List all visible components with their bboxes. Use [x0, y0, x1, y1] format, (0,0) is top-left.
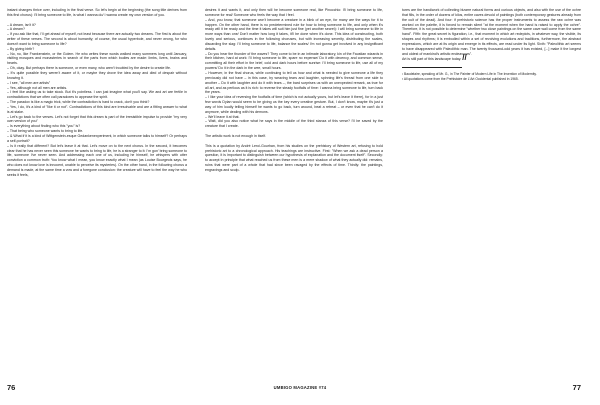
paragraph: Art is still part of this landscape today. //: [402, 53, 467, 63]
page-number-right: 77: [572, 383, 581, 392]
magazine-footer: UMBIGO MAGAZINE #74: [273, 385, 327, 390]
paragraph: – A dream, isn't it?: [7, 22, 36, 27]
paragraph: – By giving birth?: [7, 46, 35, 51]
paragraph: – Wait, did you also notice what he says in the middle of the third stanza of this verse? I'll be saved by the creature that I create.: [205, 119, 383, 129]
paragraph: – No, no, like Frankenstein, or the Golem. He who writes these words walked many summers long until January, visiting mosques and monasteries in search of the parts from which bodies are made: limbs, livers, brains and hearts.: [7, 51, 187, 66]
paragraph: – The paradox is like a magic trick, while the contradiction is hard to crack, don't you think?: [7, 100, 150, 105]
footnote-2: ² All quotations come from the Prehistoire de L'Art Occidental published in 1965.: [402, 76, 519, 81]
paragraph: – That being who someone wants to bring to life.: [7, 129, 84, 134]
paragraph: – Yes, I do, it's a kind of "like it or not". Contradictions of this kind are irresolvable and are a fitting answer to what is at stake.: [7, 104, 187, 114]
paragraph: – It's quite possible they weren't aware of it, or maybe they drove the idea away and died of despair without knowing it.: [7, 71, 187, 80]
paragraph: – However, in the final chorus, while continuing to tell us how and what is needed to give someone a life they previously did not have – in this case, by weaving tears and laughter, spinning life's thread from one side to another – Do it with laughter and do it with tears –, the bard surprises us with an unexpected remark, as true for all art, and as perilous as it is rich: to reverse the steady footfalls of time: I wanna bring someone to life, turn back the years.: [205, 70, 383, 95]
paragraph: The artistic work is not enough in itself.: [205, 133, 267, 138]
paragraph: instant changes thrice over, including in the final verse. So let's begin at the beginning (the song title derives from this first chorus): I'll bring someone to life, is what I wanna do/ I wanna create my own version of you.: [7, 8, 187, 17]
paragraph: – Is it really that different? But let's leave it at that. Let's move on to the next chorus. In the second, it becomes clear that he has never seen this someone he wants to bring to life, he is a stranger to it: I'm gon' bring someone to life, someone I've never seen. And addressing each one of us, including he himself, he whispers with utter conviction a common truth: You know what I mean, you know exactly what I mean (as Louise Bourgeois says, he who does not know love is innocent, unable to perceive its mysteries). On the other hand, in the following chorus a demand is made, at the same time a vow and a foregone conclusion: the creature will have to feel the way he who seeks it feels,: [7, 143, 187, 177]
column-body: [402, 8, 581, 62]
paragraph: – Do you hear the thunder of the waves? They come to be in an intimate laboratory, kin of the Faustian wizards in their kitchen, hard at work: I'll bring someone to life, spare no expense/ Do it with decency, and common sense, committing all their effort in the brief, cold and dark hours before sunrise: I'll bring someone to life, use all of my powers/ Do it in the dark in the wee, small hours.: [205, 51, 383, 71]
text-column-middle: [205, 8, 383, 378]
paragraph: – If you ask like that, I'll get ahead of myself, not least because there are actually two dreams. The first is about the writer of these verses. The second is about humanity; of course, the usual hyperbole, and never wrong, for who doesn't want to bring someone to life?: [7, 32, 187, 46]
paragraph: – I like your idea of reversing the footfalls of time (which is not actually yours, but let's leave it there), for in a just few words Dylan would seem to be giving us the key every creative gesture. But, I don't know, maybe it's just a way of him loudly telling himself he wants to go back, turn around, beat a retreat – or even that he can't do it anymore, while dealing with his demons.: [205, 95, 383, 114]
paragraph: – Yes, although not all men are artists.: [7, 85, 68, 90]
paragraph: tures are the handiwork of collecting bizarre natural forms and curious objects, and also with the use of the ochre that fills, in the order of dozens of kilos, entire caves devoid of paintings (both contemporary gestures already from the cult of the dead). And four: if prehistoric science has the proper instruments to assess the raw ochre was worked on the palette, it is forced to remain silent "at the moment when the hand is raised to apply the ochre". Therefore, it is not possible to determine "whether two close paintings on the same cave wall come from the same hand". Fifth: the great secret is figuration, i.e., that moment in which art redepicts, in whatever way, the visible, its shapes and rhythms; it is embodied within a set of revolving evolutions and traditions, furthermore, the abstract expressions, which are at its origin and emerge in its effects, are read under its light. Sixth: "Paleolithic art seems to have disappeared with Paleolithic man. The twenty thousand-odd years it has existed, [...] make it the longest and oldest of mankind's artistic endeavours".: [402, 8, 581, 56]
page-number-left: 76: [7, 383, 16, 392]
paragraph: desires it and wants it, and only then will he become someone real, like Pinocchio: I'll bring someone to life, someone for real/ Someone who feels the way that I feel.: [205, 8, 383, 17]
footnote-1: ¹ Baudelaire, speaking of Mr. G., in The Painter of Modern Life in The Invention of Modernity.: [402, 72, 537, 77]
paragraph: – Oh, okay. But perhaps there is someone, or even many, who aren't troubled by the desire to create life.: [7, 66, 171, 71]
paragraph: – I see, "all men are artists": [7, 80, 51, 85]
text-column-right: [402, 8, 581, 378]
paragraph: – A dream?: [7, 27, 25, 32]
end-of-article-mark: //: [462, 53, 467, 63]
paragraph: – & What if it is a kind of Wittgenstein-esque Gedankenexperiment, in which someone talks to himself? Or perhaps a self-portrait?: [7, 133, 187, 143]
paragraph: This is a quotation by André Leroi-Gourhan, from his studies on the prehistory of Western art, refusing to hold prehistoric art to a chronological approach. His teachings are instructive. First: "When we ask a dead person a question, it is important to distinguish between our hypothesis of explanation and the document itself". Secondly: to accept in principle that what reached us from these men is a mere shadow of what they actually did: remains, ruins that were part of a whole that had since been ravaged by the effects of time. Thirdly: the paintings, engravings and sculp-: [205, 143, 383, 172]
paragraph: – Is everything about finding who this "you" is?: [7, 124, 81, 129]
paragraph: – Let's go back to the verses. Let's not forget that this dream is part of the irresistible impulse to provide "my very own version of you": [7, 114, 187, 124]
paragraph: – I feel like asking us to take stock. But it's pointless. I can just imagine what you'll say. We and art are fertile in contradictions that we often call paradoxes to appease the spirit.: [7, 90, 187, 100]
footnote-rule: [402, 67, 462, 68]
text-column-left-page: [7, 8, 187, 378]
paragraph: – We'll leave it at that.: [205, 114, 240, 119]
paragraph: – And, you know, that someone won't become a creature in a blink of an eye, for many are the ways for it to happen. On the other hand, there is no predetermined rule for how to bring someone to life, and only when it's ready will it be ready and the time it takes will suit him just fine (yet another secret): I will bring someone to life in more ways than one/ Don't matter how long it takes, it'll be done when it's done. This idea of constructing, both lovely and serious, continues in the following choruses, but with increasing severity, distributing the scales, discarding the slag: I'll bring someone to life, balance the scales/ I'm not gonna get involved in any insignificant details.: [205, 17, 383, 51]
